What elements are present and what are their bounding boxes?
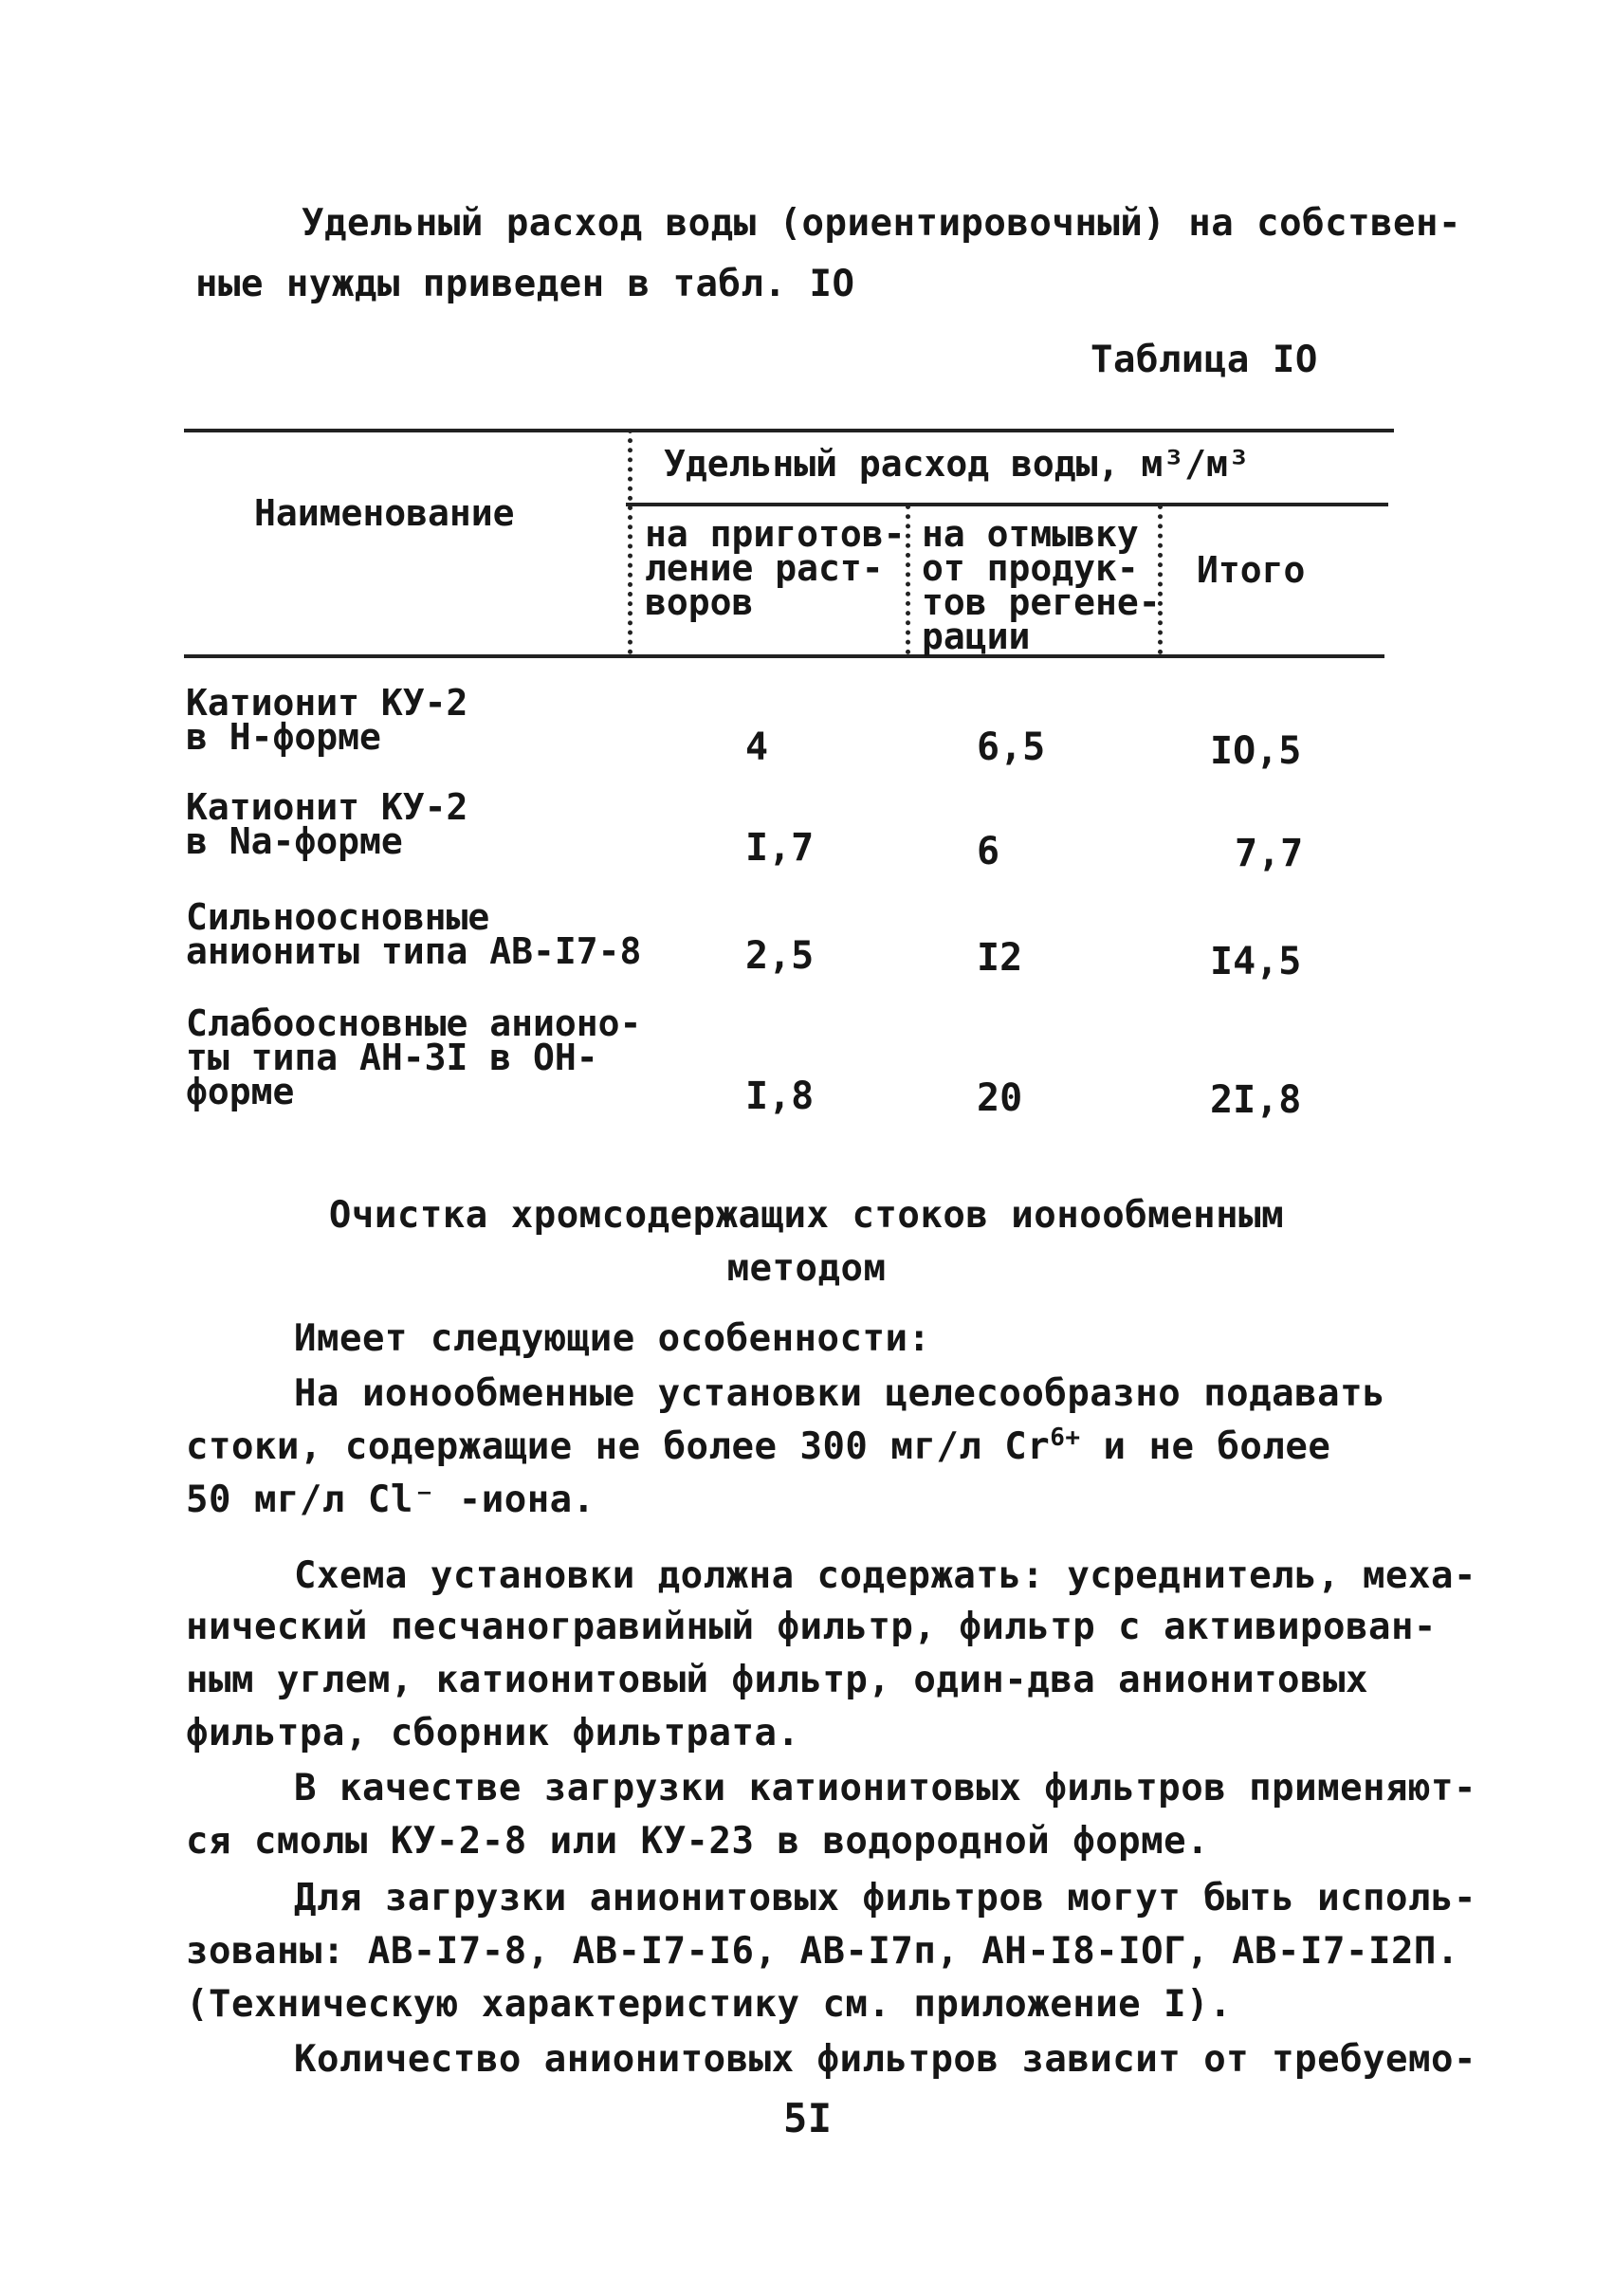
body-p3-line-1: Схема установки должна содержать: усреднитель, меха-: [294, 1554, 1476, 1597]
row-total-value: I4,5: [1210, 940, 1302, 983]
section-title-line-1: Очистка хромсодержащих стоков ионообменным: [328, 1194, 1285, 1237]
body-p2-line-1: На ионообменные установки целесообразно подавать: [294, 1372, 1386, 1415]
row-total-value: 2I,8: [1210, 1078, 1302, 1122]
table-header-bottom-rule: [184, 654, 1384, 658]
row-prep-value: 2,5: [745, 934, 815, 978]
intro-line-2: ные нужды приведен в табл. IO: [195, 263, 855, 305]
row-wash-value: 6: [977, 830, 1000, 873]
body-p3-line-3: ным углем, катионитовый фильтр, один-два анионитовых: [186, 1659, 1368, 1701]
row-wash-value: 6,5: [977, 726, 1046, 769]
col-wash-line-3: тов регене-: [922, 581, 1161, 623]
col-wash-line-1: на отмывку: [922, 513, 1139, 555]
row-name-line: в Н-форме: [186, 716, 381, 758]
body-p4-line-1: В качестве загрузки катионитовых фильтров применяют-: [294, 1767, 1476, 1809]
body-p4-line-2: ся смолы КУ-2-8 или КУ-23 в водородной форме.: [186, 1820, 1210, 1863]
row-total-value: 7,7: [1235, 832, 1304, 875]
row-name-line: Катионит КУ-2: [186, 682, 468, 724]
body-p3-line-4: фильтра, сборник фильтрата.: [186, 1712, 800, 1754]
body-p1: Имеет следующие особенности:: [294, 1317, 931, 1360]
body-p5-line-1: Для загрузки анионитовых фильтров могут быть исполь-: [294, 1877, 1476, 1919]
body-p2-line-2-a: стоки, содержащие не более 300 мг/л Cr: [186, 1425, 1051, 1468]
row-prep-value: I,8: [745, 1075, 815, 1118]
row-name-line: ты типа АН-3I в ОН-: [186, 1037, 598, 1078]
col-prep-line-3: воров: [645, 581, 754, 623]
col-total-header: Итого: [1197, 549, 1306, 591]
body-p5-line-3: (Техническую характеристику см. приложение I).: [186, 1983, 1233, 2026]
body-p6-line-1: Количество анионитовых фильтров зависит от требуемо-: [294, 2038, 1476, 2081]
header-name: Наименование: [254, 492, 515, 534]
table-top-rule: [184, 429, 1394, 432]
intro-line-1: Удельный расход воды (ориентировочный) на собствен-: [302, 202, 1461, 245]
row-name-line: форме: [186, 1071, 295, 1112]
row-total-value: IO,5: [1210, 729, 1302, 773]
page-number: 5I: [783, 2095, 833, 2141]
section-title-line-2: методом: [726, 1247, 887, 1290]
table-divider-wash: [1158, 505, 1163, 654]
row-name-line: Катионит КУ-2: [186, 786, 468, 828]
row-name-line: Сильноосновные: [186, 896, 490, 938]
col-prep-line-1: на приготов-: [645, 513, 906, 555]
col-wash-line-4: рации: [922, 615, 1031, 657]
body-p2-line-3: 50 мг/л Cl⁻ -иона.: [186, 1479, 596, 1521]
body-p2-line-2-b: и не более: [1080, 1425, 1331, 1468]
row-prep-value: 4: [745, 726, 769, 769]
table-group-rule: [626, 503, 1388, 506]
row-name-line: в Na-форме: [186, 820, 403, 862]
body-p5-line-2: зованы: АВ-I7-8, АВ-I7-I6, АВ-I7п, АН-I8-IOГ, АВ-I7-I2П.: [186, 1930, 1459, 1973]
row-prep-value: I,7: [745, 826, 815, 870]
col-wash-line-2: от продук-: [922, 547, 1139, 589]
table-divider-name: [628, 429, 632, 654]
table-divider-prep: [906, 505, 910, 654]
chromium-charge: 6+: [1050, 1424, 1081, 1452]
row-name-line: аниониты типа АВ-I7-8: [186, 930, 642, 972]
table-caption: Таблица IO: [1091, 339, 1318, 381]
body-p3-line-2: нический песчаногравийный фильтр, фильтр с активирован-: [186, 1606, 1437, 1648]
row-wash-value: 20: [977, 1076, 1023, 1120]
row-name-line: Слабоосновные анионо-: [186, 1002, 642, 1044]
body-p2-line-2: [186, 1426, 1330, 1468]
header-group: Удельный расход воды, м³/м³: [664, 443, 1250, 485]
col-prep-line-2: ление раст-: [645, 547, 884, 589]
row-wash-value: I2: [977, 936, 1023, 980]
